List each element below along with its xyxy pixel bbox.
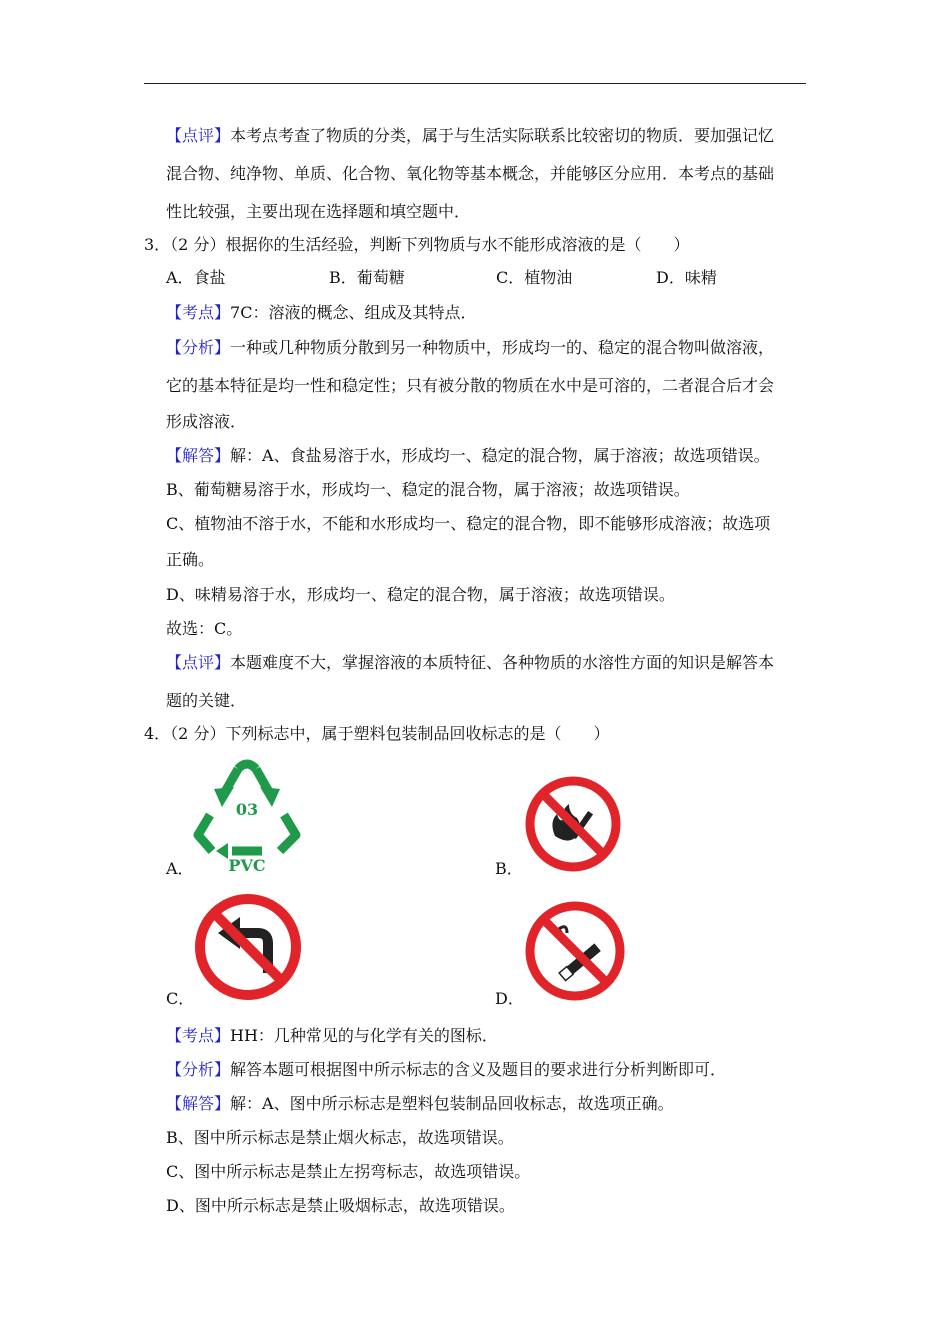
q4-option-a-label: A． [166, 859, 194, 878]
q3-jieda-line-4: 正确。 [166, 550, 215, 569]
no-left-turn-icon [194, 893, 302, 1001]
comment-line-2: 混合物、纯净物、单质、化合物、氧化物等基本概念，并能够区分应用．本考点的基础 [166, 164, 775, 183]
q4-kaodian: 【考点】HH：几种常见的与化学有关的图标． [166, 1026, 498, 1045]
q3-fenxi-line-3: 形成溶液． [166, 412, 247, 431]
q3-option-d: D．味精 [656, 268, 717, 287]
q3-dianping-line-2: 题的关键． [166, 691, 247, 710]
comment-line-1: 【点评】本考点考查了物质的分类，属于与生活实际联系比较密切的物质．要加强记忆 [166, 126, 775, 145]
question-3-stem: 3．（2 分）根据你的生活经验，判断下列物质与水不能形成溶液的是（ ） [144, 235, 690, 254]
q3-kaodian: 【考点】7C：溶液的概念、组成及其特点． [166, 303, 477, 322]
q4-jieda-line-4: D、图中所示标志是禁止吸烟标志，故选项错误。 [166, 1196, 515, 1215]
no-smoking-icon [523, 899, 627, 1003]
q4-fenxi: 【分析】解答本题可根据图中所示标志的含义及题目的要求进行分析判断即可． [166, 1060, 727, 1079]
header-rule [144, 83, 806, 84]
recycle-pvc-icon [192, 757, 302, 875]
q3-option-a: A．食盐 [166, 268, 226, 287]
comment-tag: 【点评】 [166, 126, 231, 145]
q4-option-c-label: C． [166, 989, 195, 1008]
q3-option-b: B．葡萄糖 [329, 268, 405, 287]
comment-line-3: 性比较强，主要出现在选择题和填空题中． [166, 202, 471, 221]
no-fire-icon [523, 774, 623, 874]
q4-jieda-line-3: C、图中所示标志是禁止左拐弯标志，故选项错误。 [166, 1162, 531, 1181]
q3-option-c: C．植物油 [496, 268, 573, 287]
q3-dianping-line-1: 【点评】本题难度不大，掌握溶液的本质特征、各种物质的水溶性方面的知识是解答本 [166, 653, 775, 672]
q4-option-d-label: D． [495, 989, 524, 1008]
q3-fenxi-line-2: 它的基本特征是均一性和稳定性；只有被分散的物质在水中是可溶的，二者混合后才会 [166, 376, 775, 395]
q4-option-b-label: B． [495, 859, 523, 878]
q4-jieda-line-1: 【解答】解：A、图中所示标志是塑料包装制品回收标志，故选项正确。 [166, 1094, 674, 1113]
q4-jieda-line-2: B、图中所示标志是禁止烟火标志，故选项错误。 [166, 1128, 514, 1147]
q3-jieda-line-3: C、植物油不溶于水，不能和水形成均一、稳定的混合物，即不能够形成溶液；故选项 [166, 514, 771, 533]
question-4-stem: 4．（2 分）下列标志中，属于塑料包装制品回收标志的是（ ） [144, 724, 610, 743]
q3-jieda-line-2: B、葡萄糖易溶于水，形成均一、稳定的混合物，属于溶液；故选项错误。 [166, 480, 690, 499]
recycle-material-label: PVC [228, 856, 266, 875]
q3-jieda-line-1: 【解答】解：A、食盐易溶于水，形成均一、稳定的混合物，属于溶液；故选项错误。 [166, 446, 770, 465]
recycle-code-label: 03 [235, 800, 259, 819]
q3-jieda-line-6: 故选：C。 [166, 619, 243, 638]
q3-jieda-line-5: D、味精易溶于水，形成均一、稳定的混合物，属于溶液；故选项错误。 [166, 585, 675, 604]
q3-fenxi-line-1: 【分析】一种或几种物质分散到另一种物质中，形成均一的、稳定的混合物叫做溶液， [166, 338, 775, 357]
